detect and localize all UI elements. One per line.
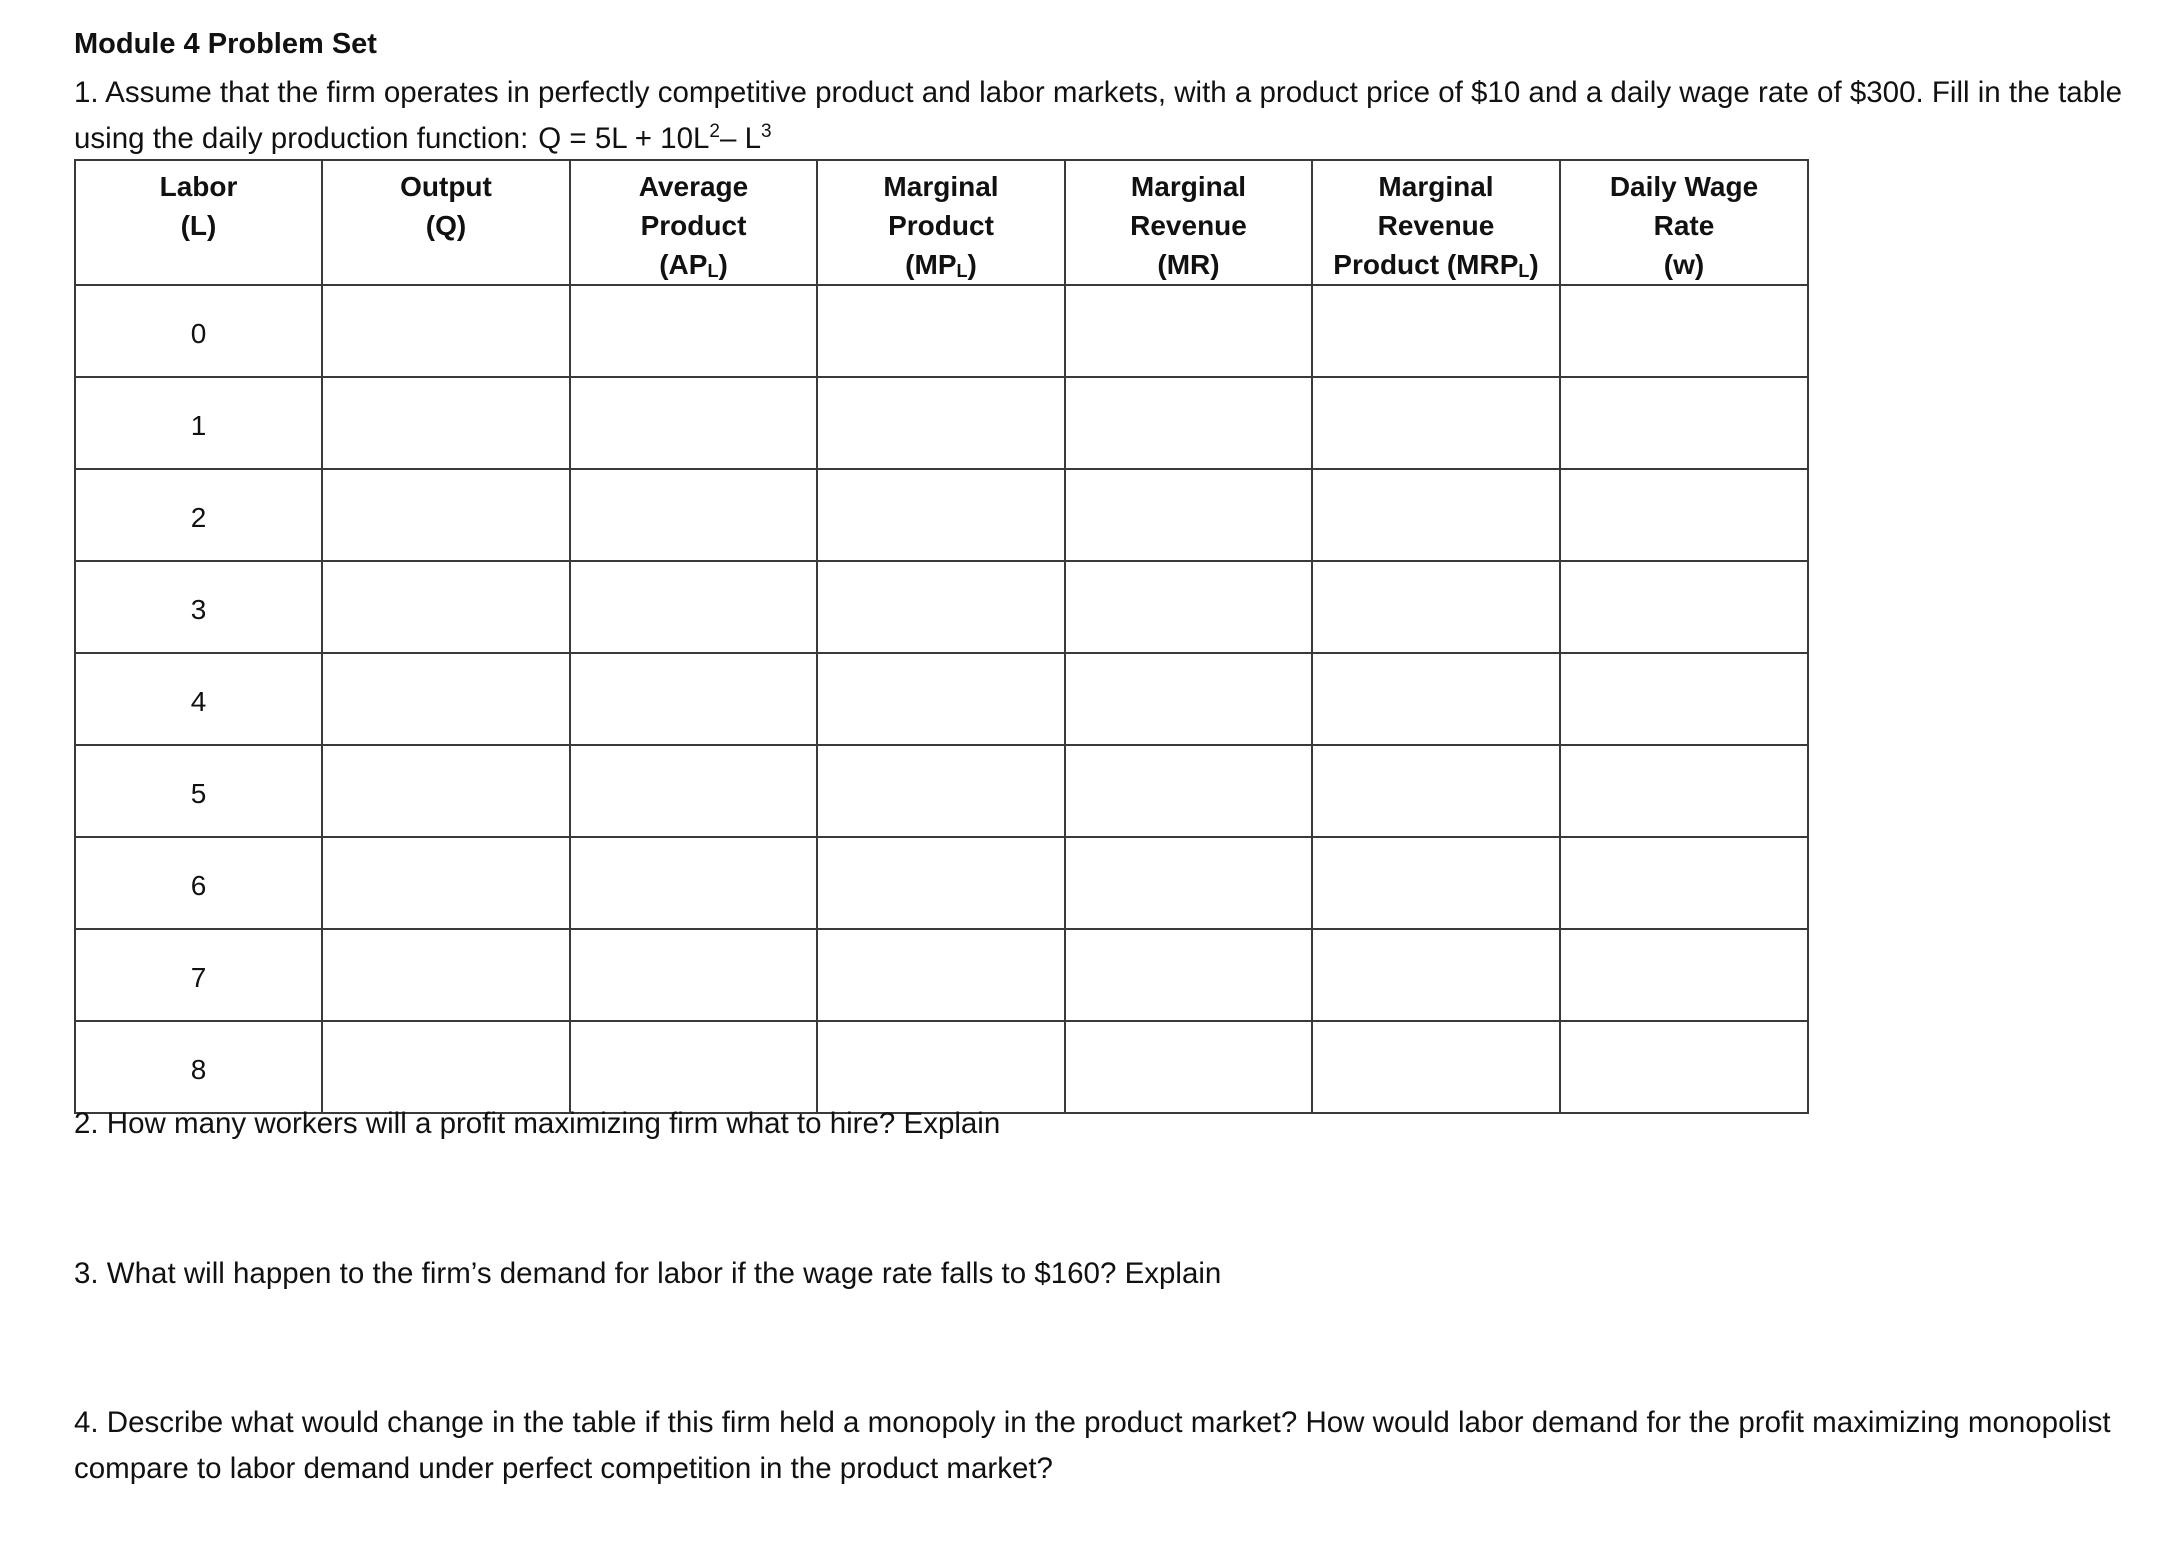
- ap-cell[interactable]: [570, 469, 817, 561]
- formula-mid: – L: [719, 122, 761, 155]
- header-average-product-post: ): [718, 249, 728, 280]
- header-marginal-product: [817, 160, 1065, 285]
- question-1-lead: using the daily production function:: [74, 122, 529, 155]
- header-mrp-line-3: [1313, 245, 1559, 284]
- table-row: [75, 653, 1808, 745]
- wage-cell[interactable]: [1560, 653, 1808, 745]
- wage-cell[interactable]: [1560, 469, 1808, 561]
- ap-cell[interactable]: [570, 653, 817, 745]
- header-average-product-line-2: Product: [640, 210, 747, 241]
- mrp-cell[interactable]: [1312, 1021, 1560, 1113]
- labor-cell: 1: [75, 377, 322, 469]
- table-row: [75, 285, 1808, 377]
- header-marginal-revenue-line-1: Marginal: [1130, 171, 1247, 202]
- header-average-product-pre: (AP: [659, 249, 708, 280]
- header-marginal-revenue: [1065, 160, 1312, 285]
- question-4-line-1: 4. Describe what would change in the table if this firm held a monopoly in the product market? How would labor demand for the profit maximizing monopolist: [74, 1406, 2111, 1439]
- output-cell[interactable]: [322, 469, 570, 561]
- mp-cell[interactable]: [817, 285, 1065, 377]
- production-function-formula: [538, 122, 771, 155]
- header-marginal-product-line-1: Marginal: [883, 171, 999, 202]
- question-1-line-2: [74, 116, 2164, 162]
- question-4: [74, 1400, 2169, 1492]
- header-marginal-product-pre: (MP: [905, 249, 957, 280]
- table-row: [75, 561, 1808, 653]
- mr-cell[interactable]: [1065, 653, 1312, 745]
- mp-cell[interactable]: [817, 469, 1065, 561]
- mr-cell[interactable]: [1065, 837, 1312, 929]
- header-marginal-product-line-2: Product: [888, 210, 994, 241]
- header-marginal-product-sub: L: [956, 261, 968, 281]
- formula-exponent-3: 3: [761, 121, 772, 142]
- mrp-cell[interactable]: [1312, 837, 1560, 929]
- mrp-cell[interactable]: [1312, 377, 1560, 469]
- wage-cell[interactable]: [1560, 745, 1808, 837]
- table-row: [75, 837, 1808, 929]
- wage-cell[interactable]: [1560, 837, 1808, 929]
- header-mrp-line-1: Marginal: [1378, 171, 1494, 202]
- header-output-line-2: (Q): [425, 210, 467, 241]
- mr-cell[interactable]: [1065, 285, 1312, 377]
- question-3: 3. What will happen to the firm’s demand for labor if the wage rate falls to $160? Explain: [74, 1257, 1222, 1290]
- output-cell[interactable]: [322, 561, 570, 653]
- formula-exponent-2: 2: [709, 121, 720, 142]
- header-labor: [75, 160, 322, 285]
- mrp-cell[interactable]: [1312, 653, 1560, 745]
- mrp-cell[interactable]: [1312, 285, 1560, 377]
- ap-cell[interactable]: [570, 929, 817, 1021]
- output-cell[interactable]: [322, 377, 570, 469]
- ap-cell[interactable]: [570, 377, 817, 469]
- header-mrp: [1312, 160, 1560, 285]
- formula-lhs: Q = 5L + 10L: [538, 122, 710, 155]
- mr-cell[interactable]: [1065, 745, 1312, 837]
- labor-cell: 4: [75, 653, 322, 745]
- output-cell[interactable]: [322, 745, 570, 837]
- header-marginal-revenue-line-3: (MR): [1157, 249, 1220, 280]
- mrp-cell[interactable]: [1312, 561, 1560, 653]
- labor-cell: 8: [75, 1021, 322, 1113]
- mp-cell[interactable]: [817, 561, 1065, 653]
- header-daily-wage: [1560, 160, 1808, 285]
- mr-cell[interactable]: [1065, 377, 1312, 469]
- output-cell[interactable]: [322, 1021, 570, 1113]
- header-daily-wage-line-1: Daily Wage: [1609, 171, 1759, 202]
- labor-cell: 3: [75, 561, 322, 653]
- ap-cell[interactable]: [570, 837, 817, 929]
- header-average-product-line-3: [571, 245, 816, 284]
- header-marginal-product-post: ): [967, 249, 977, 280]
- header-mrp-sub: L: [1518, 261, 1530, 281]
- mp-cell[interactable]: [817, 377, 1065, 469]
- ap-cell[interactable]: [570, 561, 817, 653]
- table-row: [75, 1021, 1808, 1113]
- header-labor-line-2: (L): [180, 210, 217, 241]
- mrp-cell[interactable]: [1312, 929, 1560, 1021]
- output-cell[interactable]: [322, 929, 570, 1021]
- labor-cell: 6: [75, 837, 322, 929]
- mrp-cell[interactable]: [1312, 745, 1560, 837]
- wage-cell[interactable]: [1560, 285, 1808, 377]
- ap-cell[interactable]: [570, 1021, 817, 1113]
- mp-cell[interactable]: [817, 837, 1065, 929]
- mp-cell[interactable]: [817, 929, 1065, 1021]
- wage-cell[interactable]: [1560, 929, 1808, 1021]
- header-average-product: [570, 160, 817, 285]
- header-mrp-post: ): [1529, 249, 1539, 280]
- output-cell[interactable]: [322, 285, 570, 377]
- labor-cell: 2: [75, 469, 322, 561]
- header-average-product-line-1: Average: [638, 171, 749, 202]
- table-row: [75, 929, 1808, 1021]
- header-mrp-line-2: Revenue: [1377, 210, 1495, 241]
- labor-demand-table: [74, 159, 1809, 1114]
- question-1: [74, 70, 2164, 162]
- wage-cell[interactable]: [1560, 377, 1808, 469]
- mrp-cell[interactable]: [1312, 469, 1560, 561]
- header-output: [322, 160, 570, 285]
- question-4-line-2: compare to labor demand under perfect competition in the product market?: [74, 1452, 1053, 1485]
- header-labor-line-1: Labor: [159, 171, 238, 202]
- ap-cell[interactable]: [570, 745, 817, 837]
- header-marginal-revenue-line-2: Revenue: [1130, 210, 1247, 241]
- header-marginal-product-line-3: [818, 245, 1064, 284]
- mr-cell[interactable]: [1065, 561, 1312, 653]
- output-cell[interactable]: [322, 653, 570, 745]
- question-1-line-1: 1. Assume that the firm operates in perfectly competitive product and labor markets, with a product price of $10 and a daily wage rate of $300. Fill in the table: [74, 76, 2123, 109]
- table-row: [75, 469, 1808, 561]
- mr-cell[interactable]: [1065, 469, 1312, 561]
- question-2: 2. How many workers will a profit maximizing firm what to hire? Explain: [74, 1107, 1001, 1140]
- mr-cell[interactable]: [1065, 929, 1312, 1021]
- table-row: [75, 745, 1808, 837]
- header-daily-wage-line-2: Rate: [1653, 210, 1715, 241]
- output-cell[interactable]: [322, 837, 570, 929]
- page-title: Module 4 Problem Set: [74, 28, 377, 60]
- table-header-row: [75, 160, 1808, 285]
- mp-cell[interactable]: [817, 653, 1065, 745]
- ap-cell[interactable]: [570, 285, 817, 377]
- labor-cell: 0: [75, 285, 322, 377]
- mp-cell[interactable]: [817, 745, 1065, 837]
- header-mrp-pre: Product (MRP: [1333, 249, 1519, 280]
- header-average-product-sub: L: [707, 261, 719, 281]
- labor-cell: 7: [75, 929, 322, 1021]
- wage-cell[interactable]: [1560, 561, 1808, 653]
- header-output-line-1: Output: [400, 171, 492, 202]
- header-daily-wage-line-3: (w): [1663, 249, 1705, 280]
- mr-cell[interactable]: [1065, 1021, 1312, 1113]
- wage-cell[interactable]: [1560, 1021, 1808, 1113]
- labor-cell: 5: [75, 745, 322, 837]
- mp-cell[interactable]: [817, 1021, 1065, 1113]
- table-row: [75, 377, 1808, 469]
